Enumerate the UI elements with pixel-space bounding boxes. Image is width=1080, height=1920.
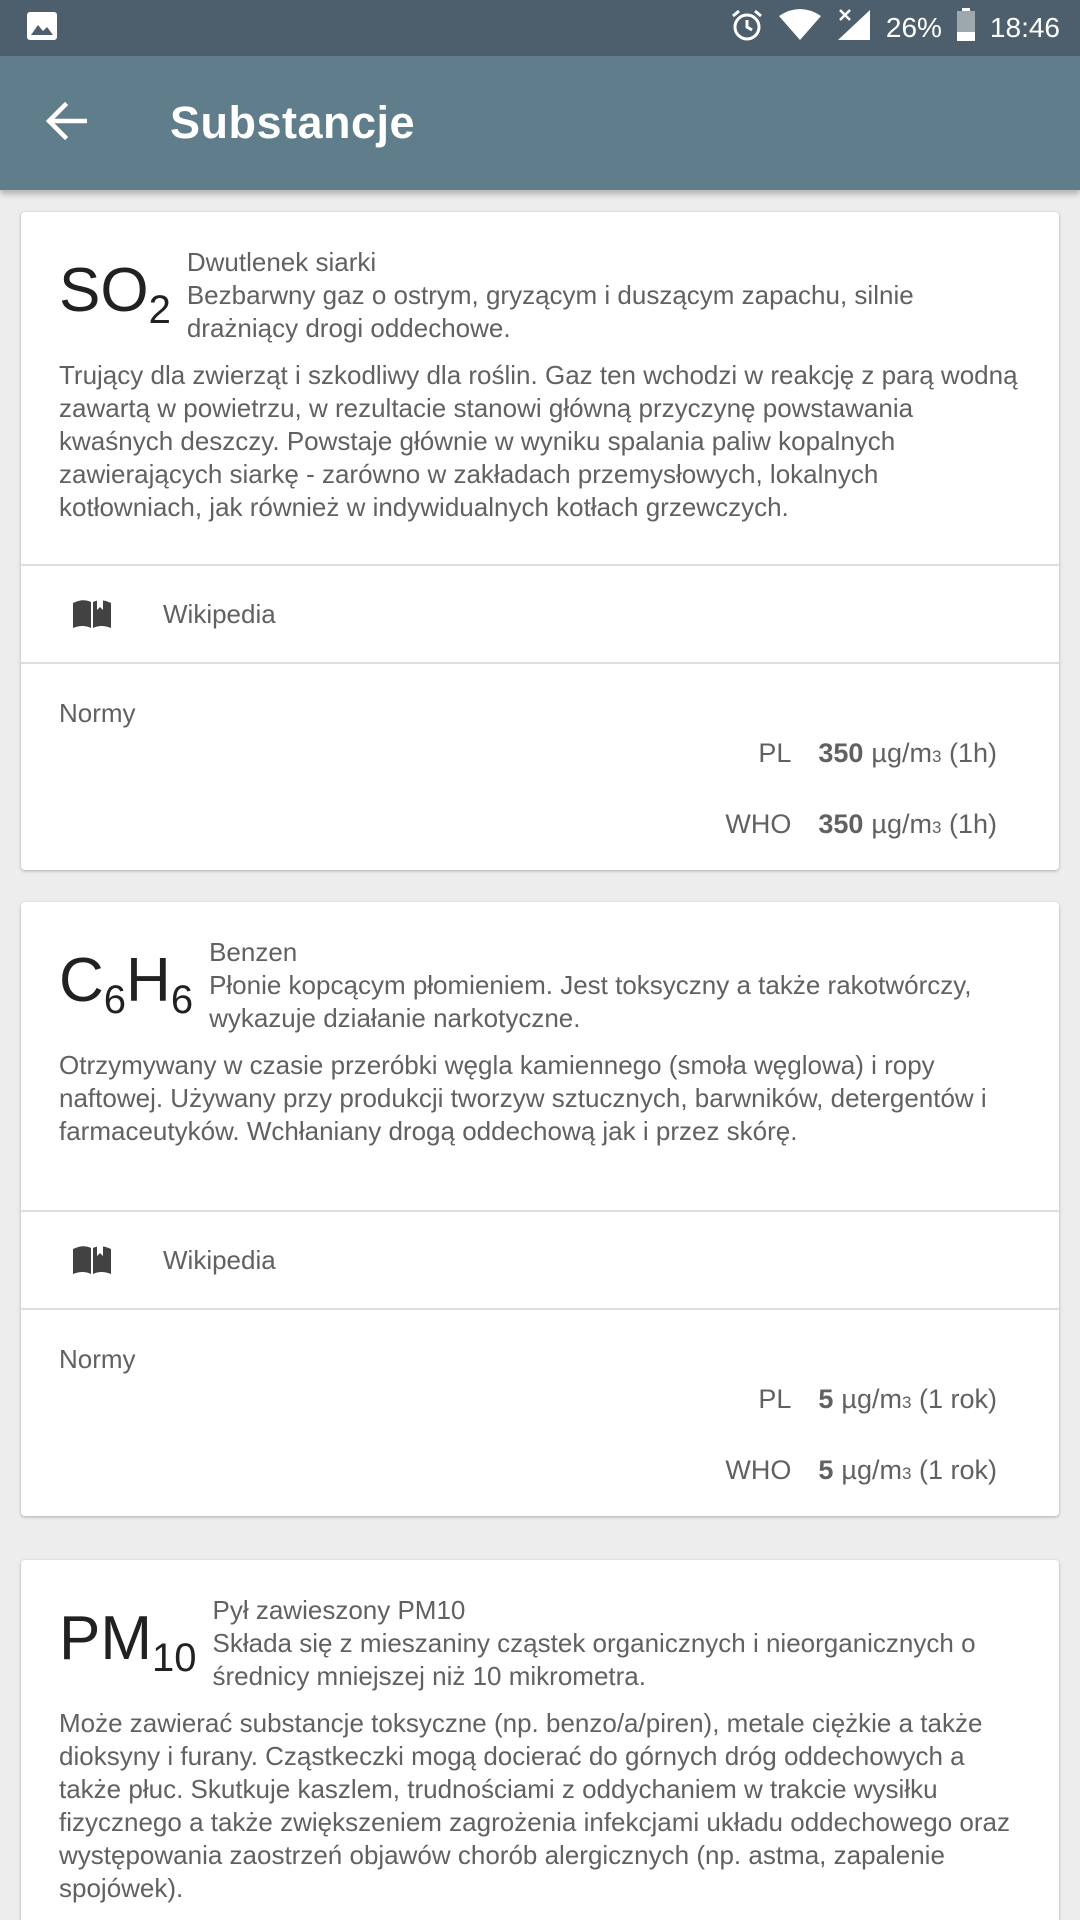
substance-card-so2 [21,212,1059,870]
norm-row-who: WHO 5 µg/m 3 (1 rok) [725,1455,997,1485]
wikipedia-link[interactable] [21,1212,1059,1308]
substance-name: Benzen [209,937,298,967]
norms-section [21,1310,1059,1550]
arrow-back-icon [45,100,87,147]
wikipedia-link[interactable] [21,566,1059,662]
status-bar [0,0,1080,56]
substance-summary: Składa się z mieszaniny cząstek organicznych i nieorganicznych o średnicy mniejszej niż 10 mikrometra. [212,1628,976,1691]
norms-section [21,664,1059,904]
norms-title: Normy [59,1344,136,1374]
norm-row-pl: PL 350 µg/m 3 (1h) [758,738,997,768]
substance-card-c6h6 [21,902,1059,1516]
battery-icon [956,8,976,49]
book-icon [71,598,113,630]
battery-level: 26% [885,12,942,43]
substance-name: Dwutlenek siarki [186,247,377,277]
substance-card-pm10 [21,1560,1059,1920]
clock: 18:46 [989,12,1060,43]
substance-formula: $C_6H_6$ [59,946,194,1022]
image-icon [26,11,58,46]
wikipedia-label: Wikipedia [163,1244,276,1275]
norm-row-who: WHO 350 µg/m 3 (1h) [725,809,997,839]
book-icon [71,1244,113,1276]
signal-icon [836,8,872,49]
substance-description: Może zawierać substancje toksyczne (np. benzo/a/piren), metale ciężkie a także dioksyny i furany. Cząstkeczki mogą docierać do górnych dróg oddechowych a także płuc. Skutkuje kaszlem, trudnościami z oddychaniem w trakcie wysiłku fizycznego a także zwiększeniem zagrożenia infekcjami układu oddechowego oraz występowania zaostrzeń objawów chorób alergicznych (np. astma, zapalenie spojówek). [59,1708,1010,1903]
substance-formula: $SO_2$ [59,256,171,332]
substance-summary: Bezbarwny gaz o ostrym, gryzącym i duszącym zapachu, silnie drażniący drogi oddechowe. [186,280,914,343]
back-button[interactable] [30,87,102,159]
substance-description: Trujący dla zwierząt i szkodliwy dla roślin. Gaz ten wchodzi w reakcję z parą wodną zawartą w powietrzu, w rezultacie stanowi główną przyczynę powstawania kwaśnych deszczy. Powstaje głównie w wyniku spalania paliw kopalnych zawierających siarkę - zarówno w zakładach przemysłowych, lokalnych kotłowniach, jak również w indywidualnych kotłach grzewczych. [59,360,1018,522]
alarm-icon [730,8,764,49]
norm-row-pl: PL 5 µg/m 3 (1 rok) [758,1384,997,1414]
substance-description: Otrzymywany w czasie przeróbki węgla kamiennego (smoła węglowa) i ropy naftowej. Używany przy produkcji tworzyw sztucznych, barwników, detergentów i farmaceutyków. Wchłaniany drogą oddechową jak i przez skórę. [59,1050,987,1146]
app-bar [0,56,1080,190]
substance-formula: $PM_{10}$ [59,1604,197,1680]
wikipedia-label: Wikipedia [163,598,276,629]
substance-summary: Płonie kopcącym płomieniem. Jest toksyczny a także rakotwórczy, wykazuje działanie narkotyczne. [209,970,972,1033]
page-title: Substancje [170,97,416,148]
wifi-icon [778,8,822,49]
norms-title: Normy [59,698,136,728]
substance-list[interactable] [0,190,1080,1920]
substance-name: Pył zawieszony PM10 [212,1595,466,1625]
